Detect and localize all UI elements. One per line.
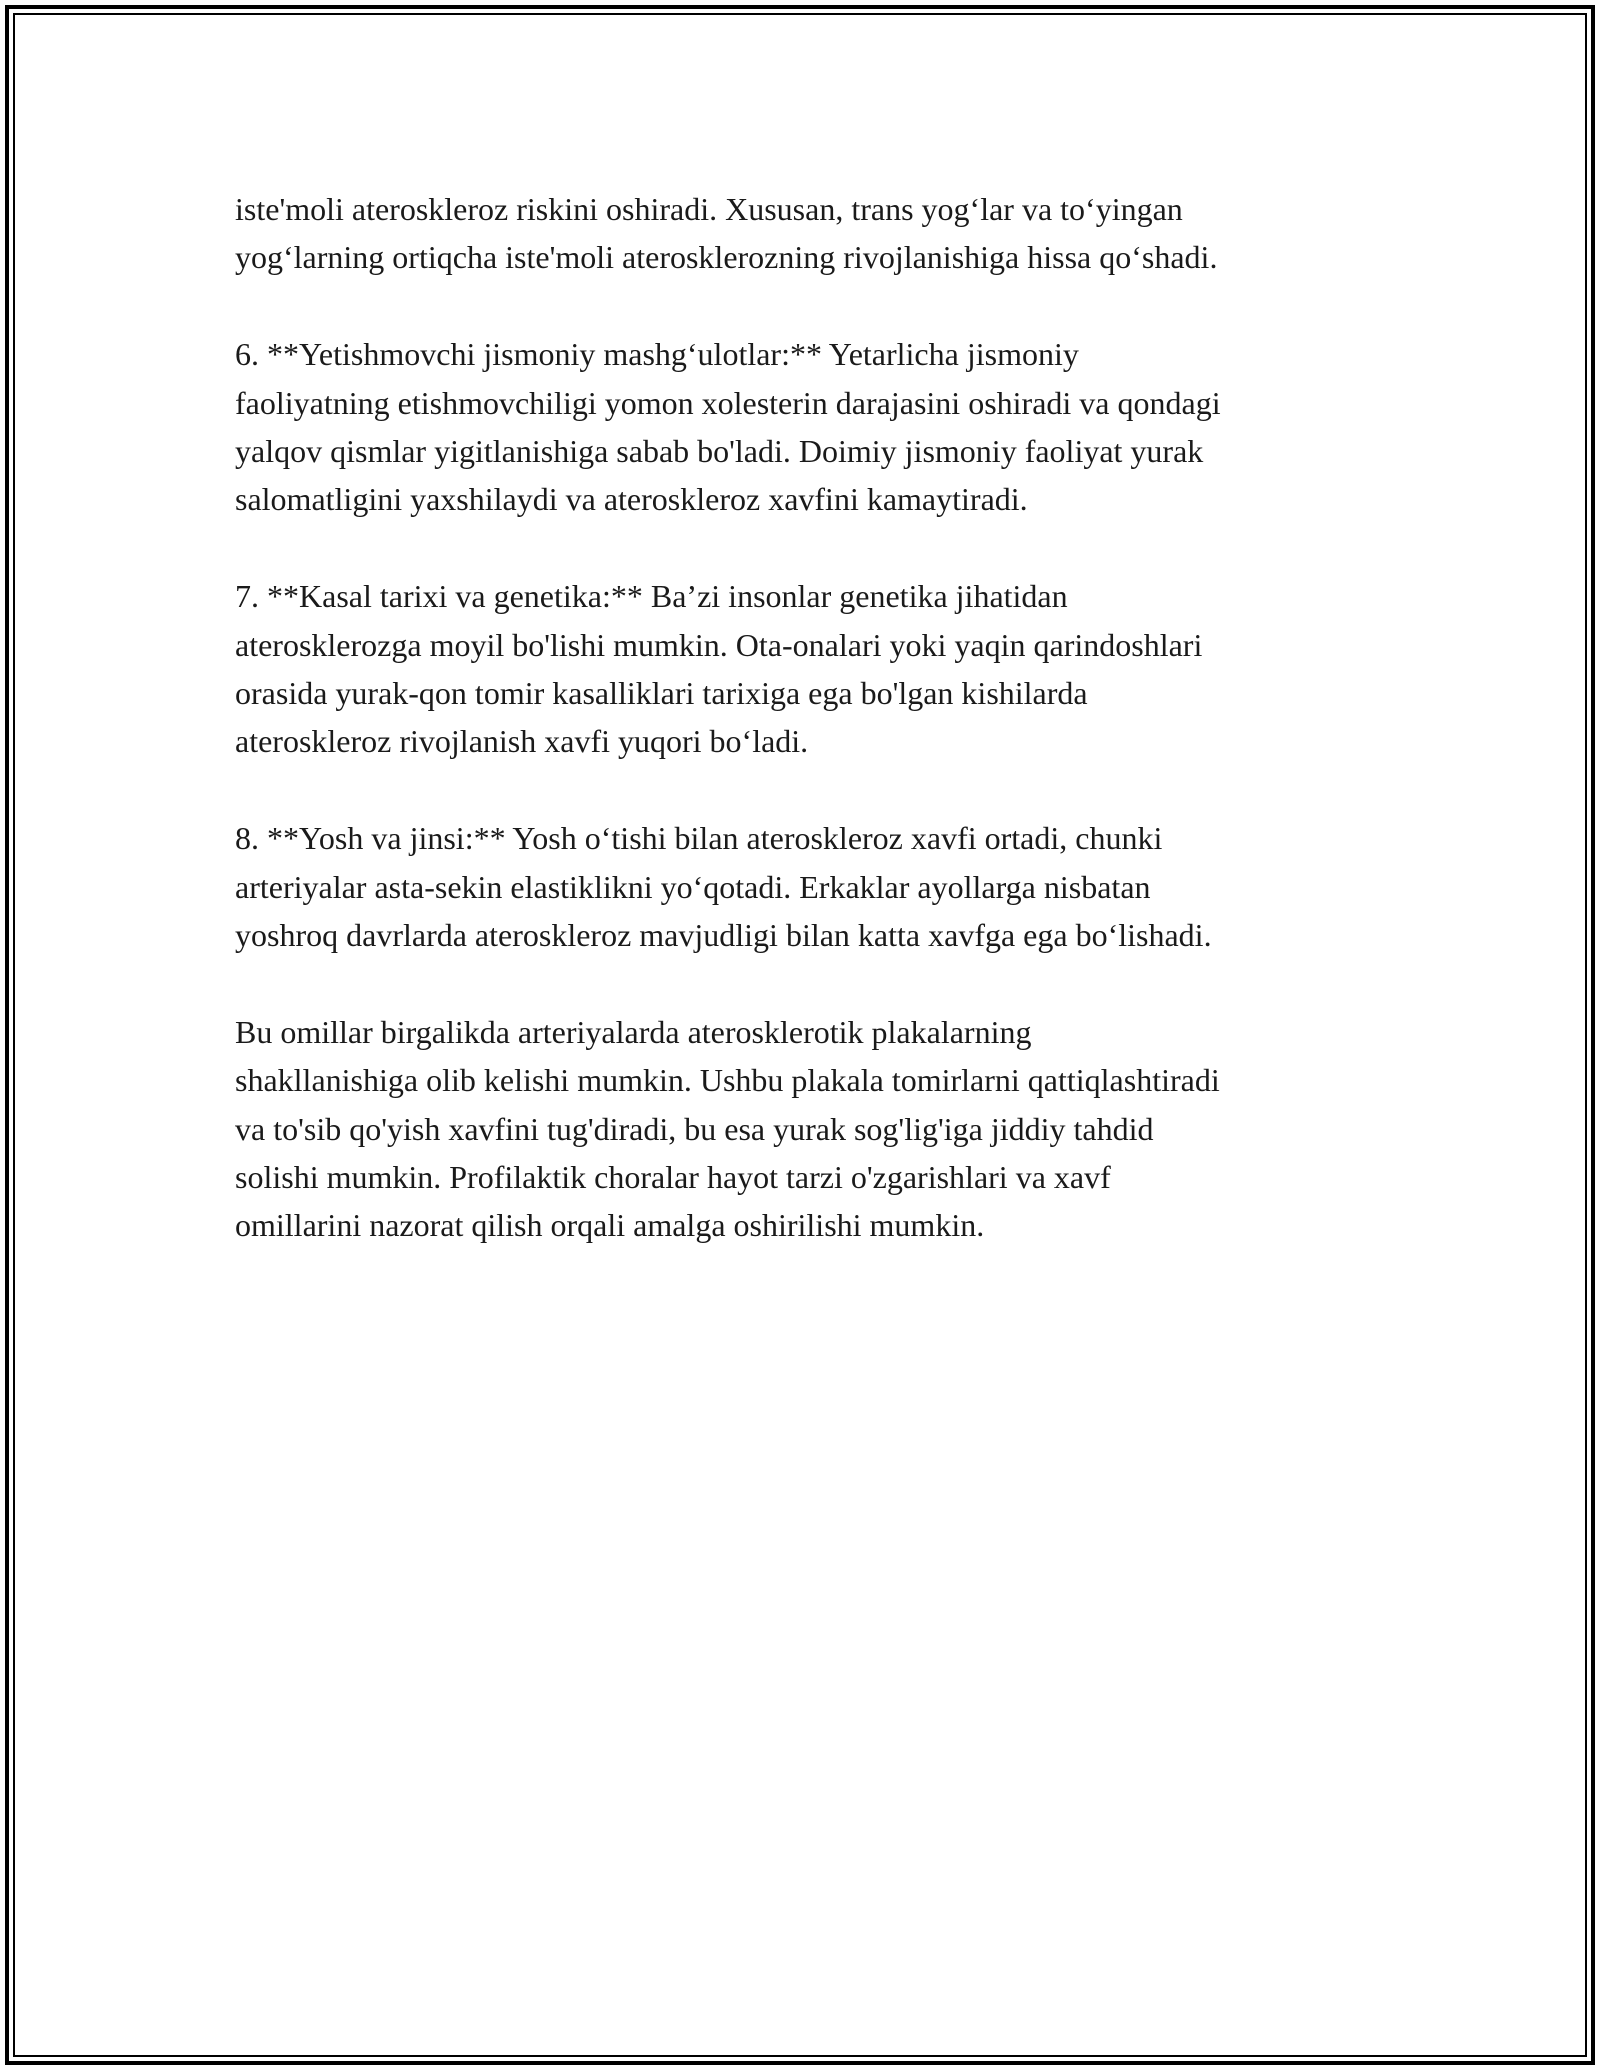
text-line: 6. **Yetishmovchi jismoniy mashg‘ulotlar:** Yetarlicha jismoniy — [235, 336, 1079, 373]
text-line: yoshroq davrlarda ateroskleroz mavjudligi bilan katta xavfga ega bo‘lishadi. — [235, 917, 1212, 954]
text-line: aterosklerozga moyil bo'lishi mumkin. Ota-onalari yoki yaqin qarindoshlari — [235, 626, 1203, 663]
text-line: omillarini nazorat qilish orqali amalga oshirilishi mumkin. — [235, 1207, 985, 1244]
text-line: ateroskleroz rivojlanish xavfi yuqori bo‘ladi. — [235, 723, 809, 760]
text-line: yalqov qismlar yigitlanishiga sabab bo'ladi. Doimiy jismoniy faoliyat yurak — [235, 433, 1204, 470]
paragraph-item-8-age-sex — [235, 814, 1370, 959]
text-line: salomatligini yaxshilaydi va ateroskleroz xavfini kamaytiradi. — [235, 481, 1028, 518]
text-line: solishi mumkin. Profilaktik choralar hayot tarzi o'zgarishlari va xavf — [235, 1159, 1111, 1196]
paragraph-conclusion — [235, 1008, 1370, 1250]
document-body — [235, 185, 1370, 1298]
text-line: yog‘larning ortiqcha iste'moli aterosklerozning rivojlanishiga hissa qo‘shadi. — [235, 239, 1218, 276]
text-line: va to'sib qo'yish xavfini tug'diradi, bu esa yurak sog'lig'iga jiddiy tahdid — [235, 1110, 1154, 1147]
paragraph-item-7-genetics — [235, 572, 1370, 766]
text-line: Bu omillar birgalikda arteriyalarda aterosklerotik plakalarning — [235, 1013, 1032, 1050]
text-line: orasida yurak-qon tomir kasalliklari tarixiga ega bo'lgan kishilarda — [235, 675, 1088, 712]
text-line: iste'moli ateroskleroz riskini oshiradi. Xususan, trans yog‘lar va to‘yingan — [235, 191, 1183, 227]
text-line: 8. **Yosh va jinsi:** Yosh o‘tishi bilan ateroskleroz xavfi ortadi, chunki — [235, 820, 1163, 857]
paragraph-item-6-physical-activity — [235, 330, 1370, 524]
text-line: arteriyalar asta-sekin elastiklikni yo‘qotadi. Erkaklar ayollarga nisbatan — [235, 868, 1151, 905]
text-line: shakllanishiga olib kelishi mumkin. Ushbu plakala tomirlarni qattiqlashtiradi — [235, 1062, 1220, 1099]
text-line: 7. **Kasal tarixi va genetika:** Ba’zi insonlar genetika jihatidan — [235, 578, 1068, 615]
text-line: faoliyatning etishmovchiligi yomon xolesterin darajasini oshiradi va qondagi — [235, 384, 1221, 421]
paragraph-fat-intake — [235, 185, 1370, 282]
